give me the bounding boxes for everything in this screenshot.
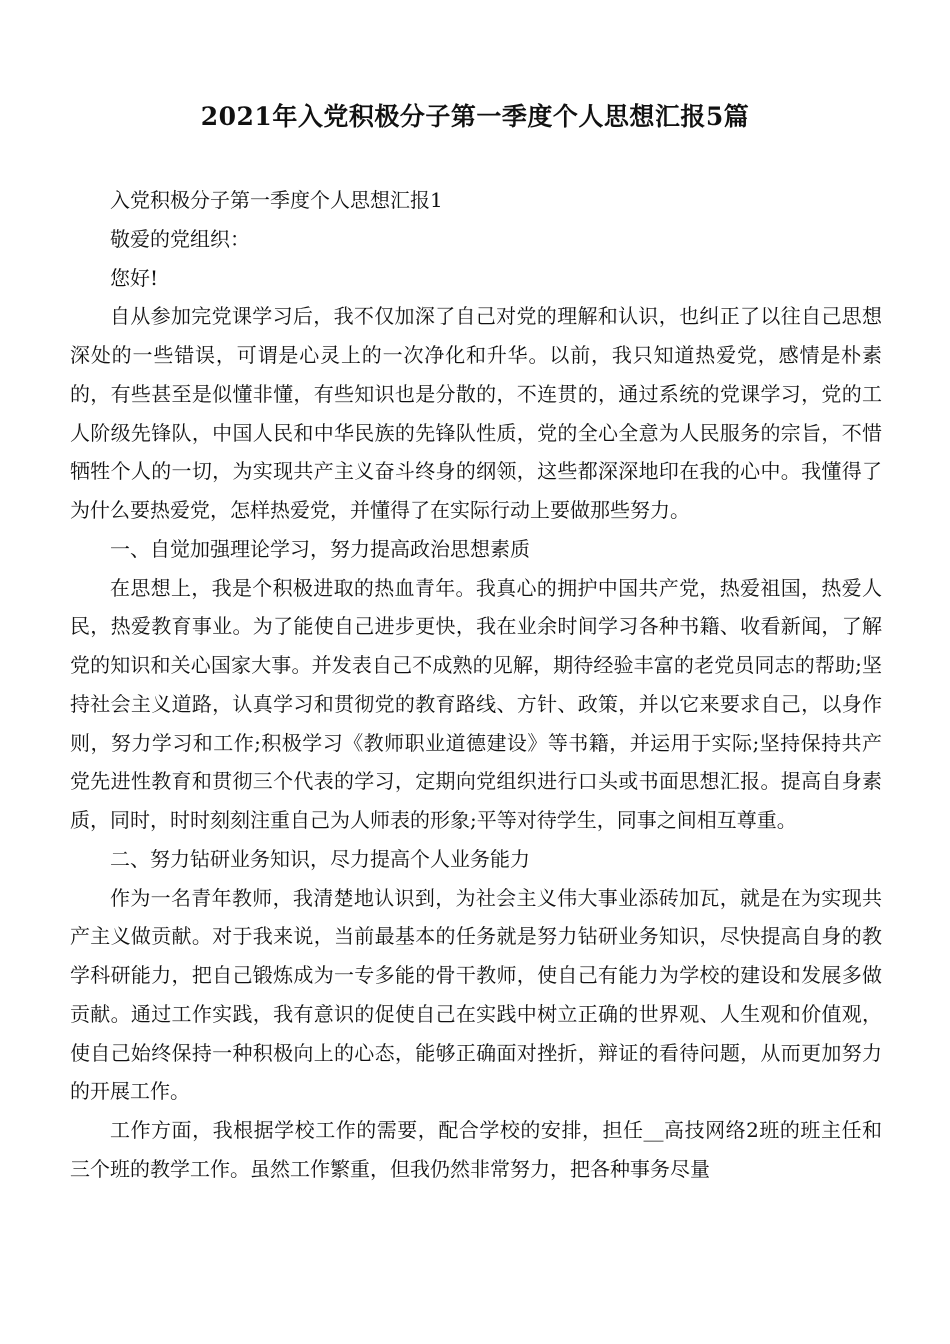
report-subtitle: 入党积极分子第一季度个人思想汇报1: [110, 188, 443, 212]
greeting: 您好!: [110, 265, 159, 290]
section-heading-2: 二、努力钻研业务知识，尽力提高个人业务能力: [110, 846, 530, 871]
body-paragraph: 在思想上，我是个积极进取的热血青年。我真心的拥护中国共产党，热爱祖国，热爱人民，热爱教育事业。为了能使自己进步更快，我在业余时间学习各种书籍、收看新闻，了解党的知识和关心国家大事。并发表自己不成熟的见解，期待经验丰富的老党员同志的帮助;坚持社会主义道路，认真学习和贯彻党的教育路线、方针、政策，并以它来要求自己，以身作则，努力学习和工作;积极学习《教师职业道德建设》等书籍，并运用于实际;坚持保持共产党先进性教育和贯彻三个代表的学习，定期向党组织进行口头或书面思想汇报。提高自身素质，同时，时时刻刻注重自己为人师表的形象;平等对待学生，同事之间相互尊重。: [70, 575, 882, 832]
document-body: [70, 181, 882, 1189]
document-title: 2021年入党积极分子第一季度个人思想汇报5篇: [200, 102, 750, 131]
body-paragraph: 工作方面，我根据学校工作的需要，配合学校的安排，担任__高技网络2班的班主任和三个班的教学工作。虽然工作繁重，但我仍然非常努力，把各种事务尽量: [70, 1118, 882, 1181]
body-paragraph: 作为一名青年教师，我清楚地认识到，为社会主义伟大事业添砖加瓦，就是在为实现共产主义做贡献。对于我来说，当前最基本的任务就是努力钻研业务知识，尽快提高自身的教学科研能力，把自己锻炼成为一专多能的骨干教师，使自己有能力为学校的建设和发展多做贡献。通过工作实践，我有意识的促使自己在实践中树立正确的世界观、人生观和价值观，使自己始终保持一种积极向上的心态，能够正确面对挫折，辩证的看待问题，从而更加努力的开展工作。: [70, 885, 882, 1104]
body-paragraph: 自从参加完党课学习后，我不仅加深了自己对党的理解和认识，也纠正了以往自己思想深处的一些错误，可谓是心灵上的一次净化和升华。以前，我只知道热爱党，感情是朴素的，有些甚至是似懂非懂，有些知识也是分散的，不连贯的，通过系统的党课学习，党的工人阶级先锋队，中国人民和中华民族的先锋队性质，党的全心全意为人民服务的宗旨，不惜牺牲个人的一切，为实现共产主义奋斗终身的纲领，这些都深深地印在我的心中。我懂得了为什么要热爱党，怎样热爱党，并懂得了在实际行动上要做那些努力。: [70, 304, 882, 522]
section-heading-1: 一、自觉加强理论学习，努力提高政治思想素质: [110, 536, 530, 561]
salutation: 敬爱的党组织：: [110, 226, 250, 251]
